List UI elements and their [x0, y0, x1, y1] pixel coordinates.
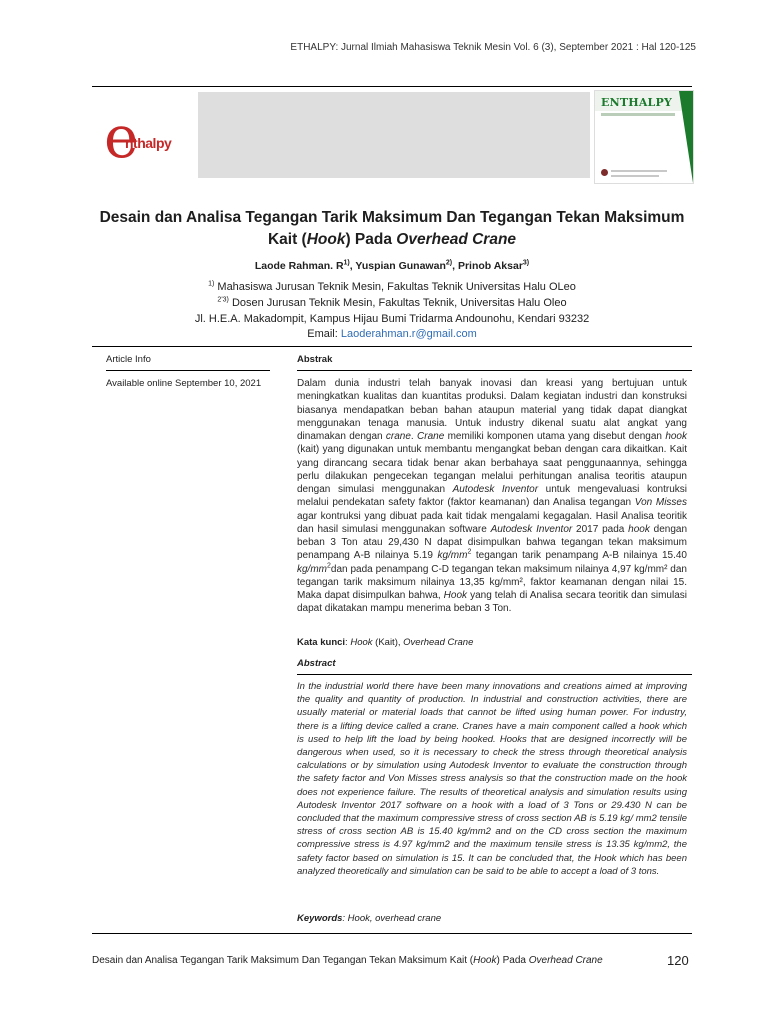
- title-text: ) Pada: [345, 231, 397, 248]
- author-name: Laode Rahman. R: [254, 260, 344, 272]
- header-rule: [92, 86, 692, 87]
- abstrak-rule: [297, 370, 692, 371]
- abstrak-body: Dalam dunia industri telah banyak inovasi dan kreasi yang bertujuan untuk meningkatkan kualitas dan kuantitas produksi. Dalam kegiatan industri dan konstruksi biasanya mendapatkan beban bahan ataupun material yang tidak dapat diangkat menggunakan tenaga manusia. Untuk industry dikenal suatu alat angkat yang dinamakan dengan crane. Crane memiliki komponen utama yang disebut dengan hook (kait) yang digunakan untuk membantu mengangkat beban dengan cara dikaitkan. Kait yang dirancang secara tidak benar akan berbahaya saat penggunaannya, sehingga perlu dilakukan pengecekan tegangan melalui perhitungan analisa teoritis ataupun dengan simulasi menggunakan Autodesk Inventor untuk mengevaluasi kontruksi melalui pendekatan safety faktor (faktor keamanan) dan Analisa tegangan Von Misses agar kontruksi yang dibuat pada kait tidak mengalami kegagalan. Hasil Analisa teoritik dan hasil simulasi menggunakan software Autodesk Inventor 2017 pada hook dengan beban 3 Ton atau 29,430 N dapat disimpulkan bahwa tegangan tekan maksimum penampang A-B nilainya 5.19 $kg/mm^2$ tegangan tarik penampang A-B nilainya 15.40 $kg/mm^2dan$ pada penampang C-D tegangan tekan maksimum nilainya 4,97 kg/mm² dan tegangan tarik maksimum nilainya 13,35 kg/mm², faktor keamanan dengan nilai 15. Maka dapat disimpulkan bahwa, Hook yang telah di Analisa secara teoritik dan simulasi dapat dikatakan mampu menerima beban 3 Ton.: [297, 378, 688, 615]
- keywords-text: : Hook, overhead crane: [342, 913, 442, 924]
- cover-text-line: [611, 170, 667, 172]
- abstract-rule: [297, 674, 692, 675]
- info-rule-top: [92, 346, 692, 347]
- logo-text: nthalpy: [125, 135, 172, 151]
- author-sup: 2): [445, 259, 453, 267]
- author-separator: ,: [452, 260, 458, 272]
- affiliation-2: [92, 297, 692, 309]
- title-text: Kait (: [267, 231, 307, 248]
- keywords-label: Keywords: [297, 913, 343, 924]
- title-line-2: [92, 229, 692, 251]
- title-crane: Overhead Crane: [396, 231, 517, 248]
- title-line-1: Desain dan Analisa Tegangan Tarik Maksimum Dan Tegangan Tekan Maksimum: [99, 209, 685, 226]
- available-online: Available online September 10, 2021: [106, 378, 262, 389]
- running-header: ETHALPY: Jurnal Ilmiah Mahasiswa Teknik Mesin Vol. 6 (3), September 2021 : Hal 120-125: [290, 42, 696, 53]
- abstract-heading: Abstract: [297, 658, 336, 669]
- affiliation-text: Dosen Jurusan Teknik Mesin, Fakultas Teknik, Universitas Halu Oleo: [228, 297, 567, 309]
- keywords: [297, 913, 441, 924]
- kata-kunci-label: Kata kunci: [297, 637, 346, 648]
- journal-cover-thumbnail: [594, 90, 694, 184]
- abstract-body: In the industrial world there have been many innovations and creations aimed at improving the quality and quantity of production. In industrial and construction activities, there are usually material or material loads that cannot be lifted using human power. For industry, there is a lifting device called a crane. Cranes have a main component called a hook which is used to help lift the load by being hooked. Hooks that are designed incorrectly will be dangerous when used, so it is necessary to check the stress through theoretical analysis calculations or by simulation using Autodesk Inventor to evaluate the construction through the safety factor and Von Misses stress analysis so that the construction made on the hook does not experience failure. The results of theoretical analysis and simulation results using Autodesk Inventor 2017 software on a hook with a load of 3 Tons or 29.430 N can be concluded that the maximum compressive stress of cross section AB is 5.19 kg/ mm2 tensile stress of cross section AB is 15.40 kg/mm2 and on the CD cross section the maximum compressive stress is 4.97 kg/mm2 and the maximum tensile stress is 13.35 kg/mm2, the safety factor based on simulation is 15. It can be concluded that, the Hook which has been analyzed theoretically and simulation can be said to be able to accept a load of 3 tons.: [297, 681, 687, 877]
- abstrak-heading: Abstrak: [297, 354, 333, 365]
- author-separator: ,: [349, 260, 356, 272]
- section-end-rule: [92, 933, 692, 934]
- title-hook: Hook: [306, 231, 346, 248]
- cover-title: ENTHALPY: [601, 96, 673, 109]
- affiliation-sup: 2'3): [217, 296, 229, 304]
- author-sup: 3): [522, 259, 530, 267]
- cover-text-line: [611, 175, 659, 177]
- author-list: [92, 260, 692, 272]
- paper-title: [92, 207, 692, 251]
- kata-kunci: Kata kunci: Hook (Kait), Overhead Crane: [297, 637, 474, 648]
- logo-letter: e: [104, 103, 139, 171]
- affiliation-1: [92, 281, 692, 293]
- article-info-heading: Article Info: [106, 354, 151, 365]
- author-name: Yuspian Gunawan: [355, 260, 446, 272]
- author-name: Prinob Aksar: [457, 260, 523, 272]
- cover-subtitle-bar: [601, 113, 675, 116]
- cover-stripe: [679, 91, 693, 183]
- header-banner: [198, 92, 590, 178]
- journal-logo: [104, 103, 204, 171]
- affiliation-text: Mahasiswa Jurusan Teknik Mesin, Fakultas Teknik Universitas Halu OLeo: [214, 281, 576, 293]
- footer-title: Desain dan Analisa Tegangan Tarik Maksimum Dan Tegangan Tekan Maksimum Kait (Hook) Pada Overhead Crane: [92, 955, 603, 966]
- author-sup: 1): [343, 259, 350, 267]
- address: Jl. H.E.A. Makadompit, Kampus Hijau Bumi Tridarma Andounohu, Kendari 93232: [194, 313, 590, 325]
- email-line: [92, 328, 692, 340]
- email-label: Email:: [307, 328, 341, 340]
- email-link[interactable]: Laoderahman.r@gmail.com: [340, 328, 477, 340]
- affiliation-sup: 1): [208, 280, 215, 288]
- university-seal-icon: [601, 169, 608, 176]
- article-info-rule: [106, 370, 270, 371]
- page-number: 120: [667, 953, 689, 968]
